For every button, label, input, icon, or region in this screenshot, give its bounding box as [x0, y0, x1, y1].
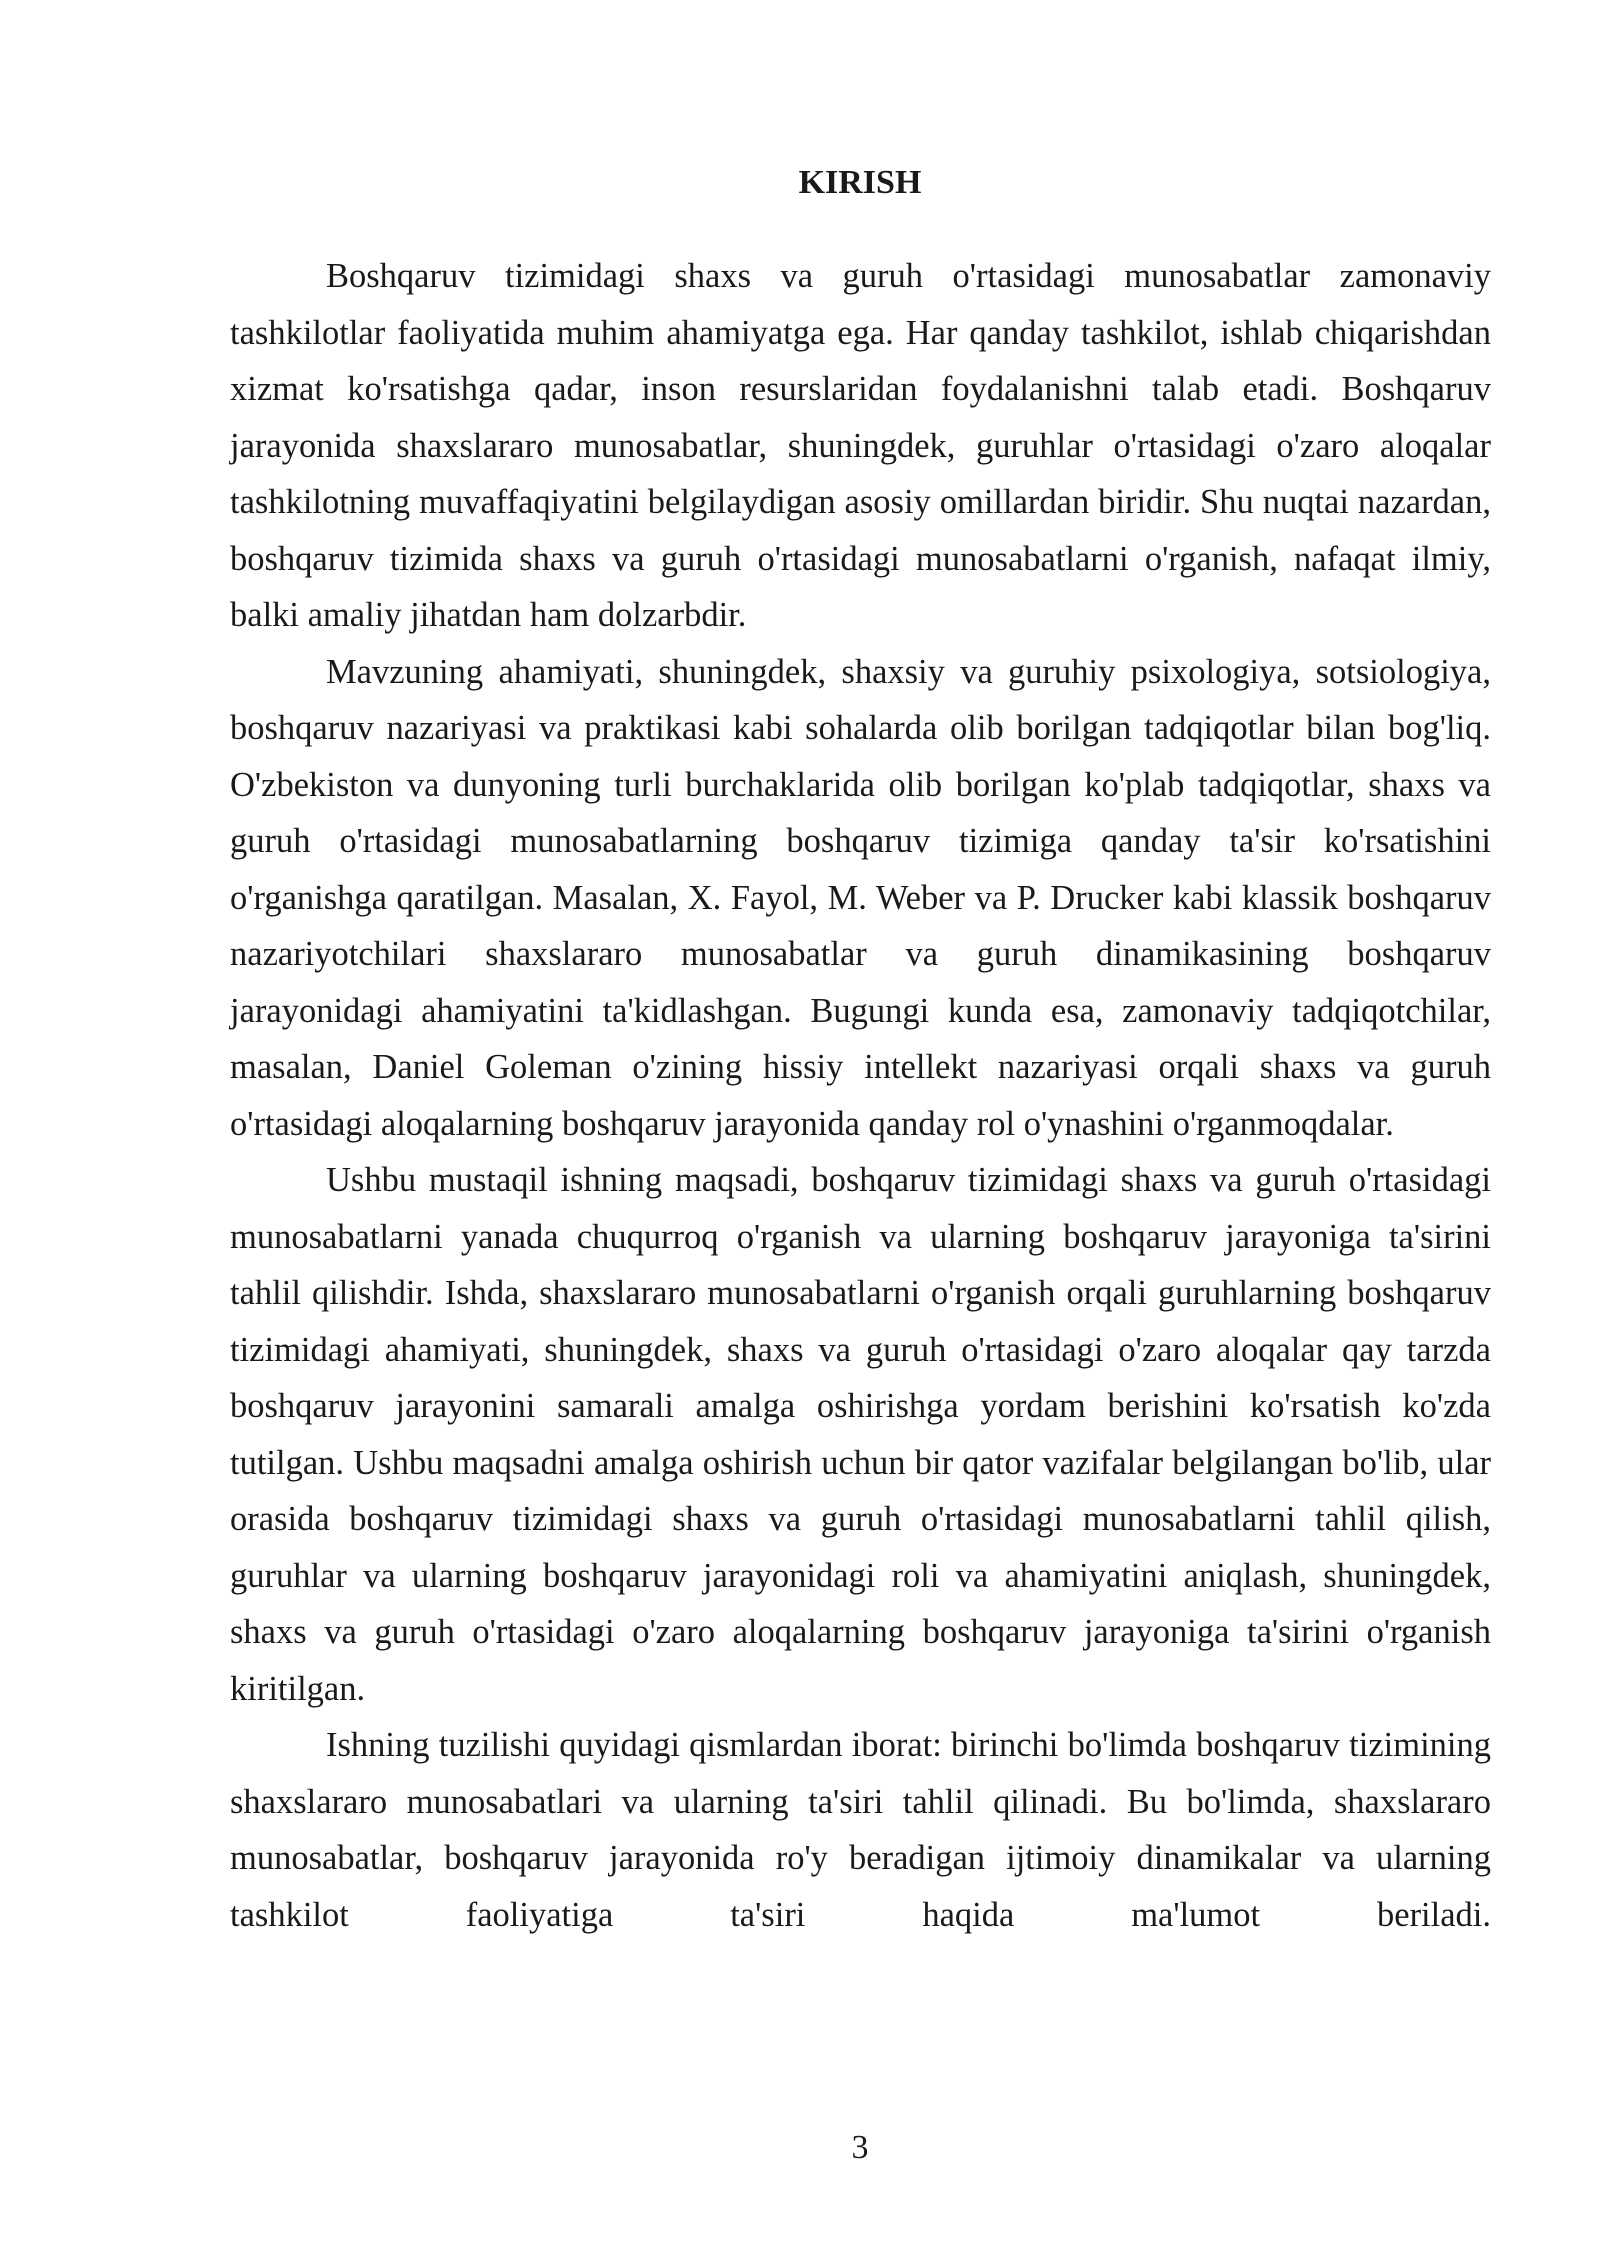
paragraph-2: Mavzuning ahamiyati, shuningdek, shaxsiy va guruhiy psixologiya, sotsiologiya, boshqaruv nazariyasi va praktikasi kabi sohalarda olib borilgan tadqiqotlar bilan bog'liq. O'zbekiston va dunyoning turli burchaklarida olib borilgan ko'plab tadqiqotlar, shaxs va guruh o'rtasidagi munosabatlarning boshqaruv tizimiga qanday ta'sir ko'rsatishini o'rganishga qaratilgan. Masalan, X. Fayol, M. Weber va P. Drucker kabi klassik boshqaruv nazariyotchilari shaxslararo munosabatlar va guruh dinamikasining boshqaruv jarayonidagi ahamiyatini ta'kidlashgan. Bugungi kunda esa, zamonaviy tadqiqotchilar, masalan, Daniel Goleman o'zining hissiy intellekt nazariyasi orqali shaxs va guruh o'rtasidagi aloqalarning boshqaruv jarayonida qanday rol o'ynashini o'rganmoqdalar. — [230, 652, 1491, 1143]
page-number: 3 — [851, 2129, 869, 2166]
paragraph-3: Ushbu mustaqil ishning maqsadi, boshqaruv tizimidagi shaxs va guruh o'rtasidagi munosabatlarni yanada chuqurroq o'rganish va ularning boshqaruv jarayoniga ta'sirini tahlil qilishdir. Ishda, shaxslararo munosabatlarni o'rganish orqali guruhlarning boshqaruv tizimidagi ahamiyati, shuningdek, shaxs va guruh o'rtasidagi o'zaro aloqalar qay tarzda boshqaruv jarayonini samarali amalga oshirishga yordam berishini ko'rsatish ko'zda tutilgan. Ushbu maqsadni amalga oshirish uchun bir qator vazifalar belgilangan bo'lib, ular orasida boshqaruv tizimidagi shaxs va guruh o'rtasidagi munosabatlarni tahlil qilish, guruhlar va ularning boshqaruv jarayonidagi roli va ahamiyatini aniqlash, shuningdek, shaxs va guruh o'rtasidagi o'zaro aloqalarning boshqaruv jarayoniga ta'sirini o'rganish kiritilgan. — [230, 1161, 1491, 1708]
paragraph-4: Ishning tuzilishi quyidagi qismlardan iborat: birinchi bo'limda boshqaruv tizimining shaxslararo munosabatlari va ularning ta'siri tahlil qilinadi. Bu bo'limda, shaxslararo munosabatlar, boshqaruv jarayonida ro'y beradigan ijtimoiy dinamikalar va ularning tashkilot faoliyatiga ta'siri haqida ma'lumot beriladi. — [230, 1726, 1491, 1934]
body-text — [230, 248, 1491, 1943]
paragraph-1: Boshqaruv tizimidagi shaxs va guruh o'rtasidagi munosabatlar zamonaviy tashkilotlar faoliyatida muhim ahamiyatga ega. Har qanday tashkilot, ishlab chiqarishdan xizmat ko'rsatishga qadar, inson resurslaridan foydalanishni talab etadi. Boshqaruv jarayonida shaxslararo munosabatlar, shuningdek, guruhlar o'rtasidagi o'zaro aloqalar tashkilotning muvaffaqiyatini belgilaydigan asosiy omillardan biridir. Shu nuqtai nazardan, boshqaruv tizimida shaxs va guruh o'rtasidagi munosabatlarni o'rganish, nafaqat ilmiy, balki amaliy jihatdan ham dolzarbdir. — [230, 257, 1491, 634]
page-title: KIRISH — [798, 164, 922, 201]
